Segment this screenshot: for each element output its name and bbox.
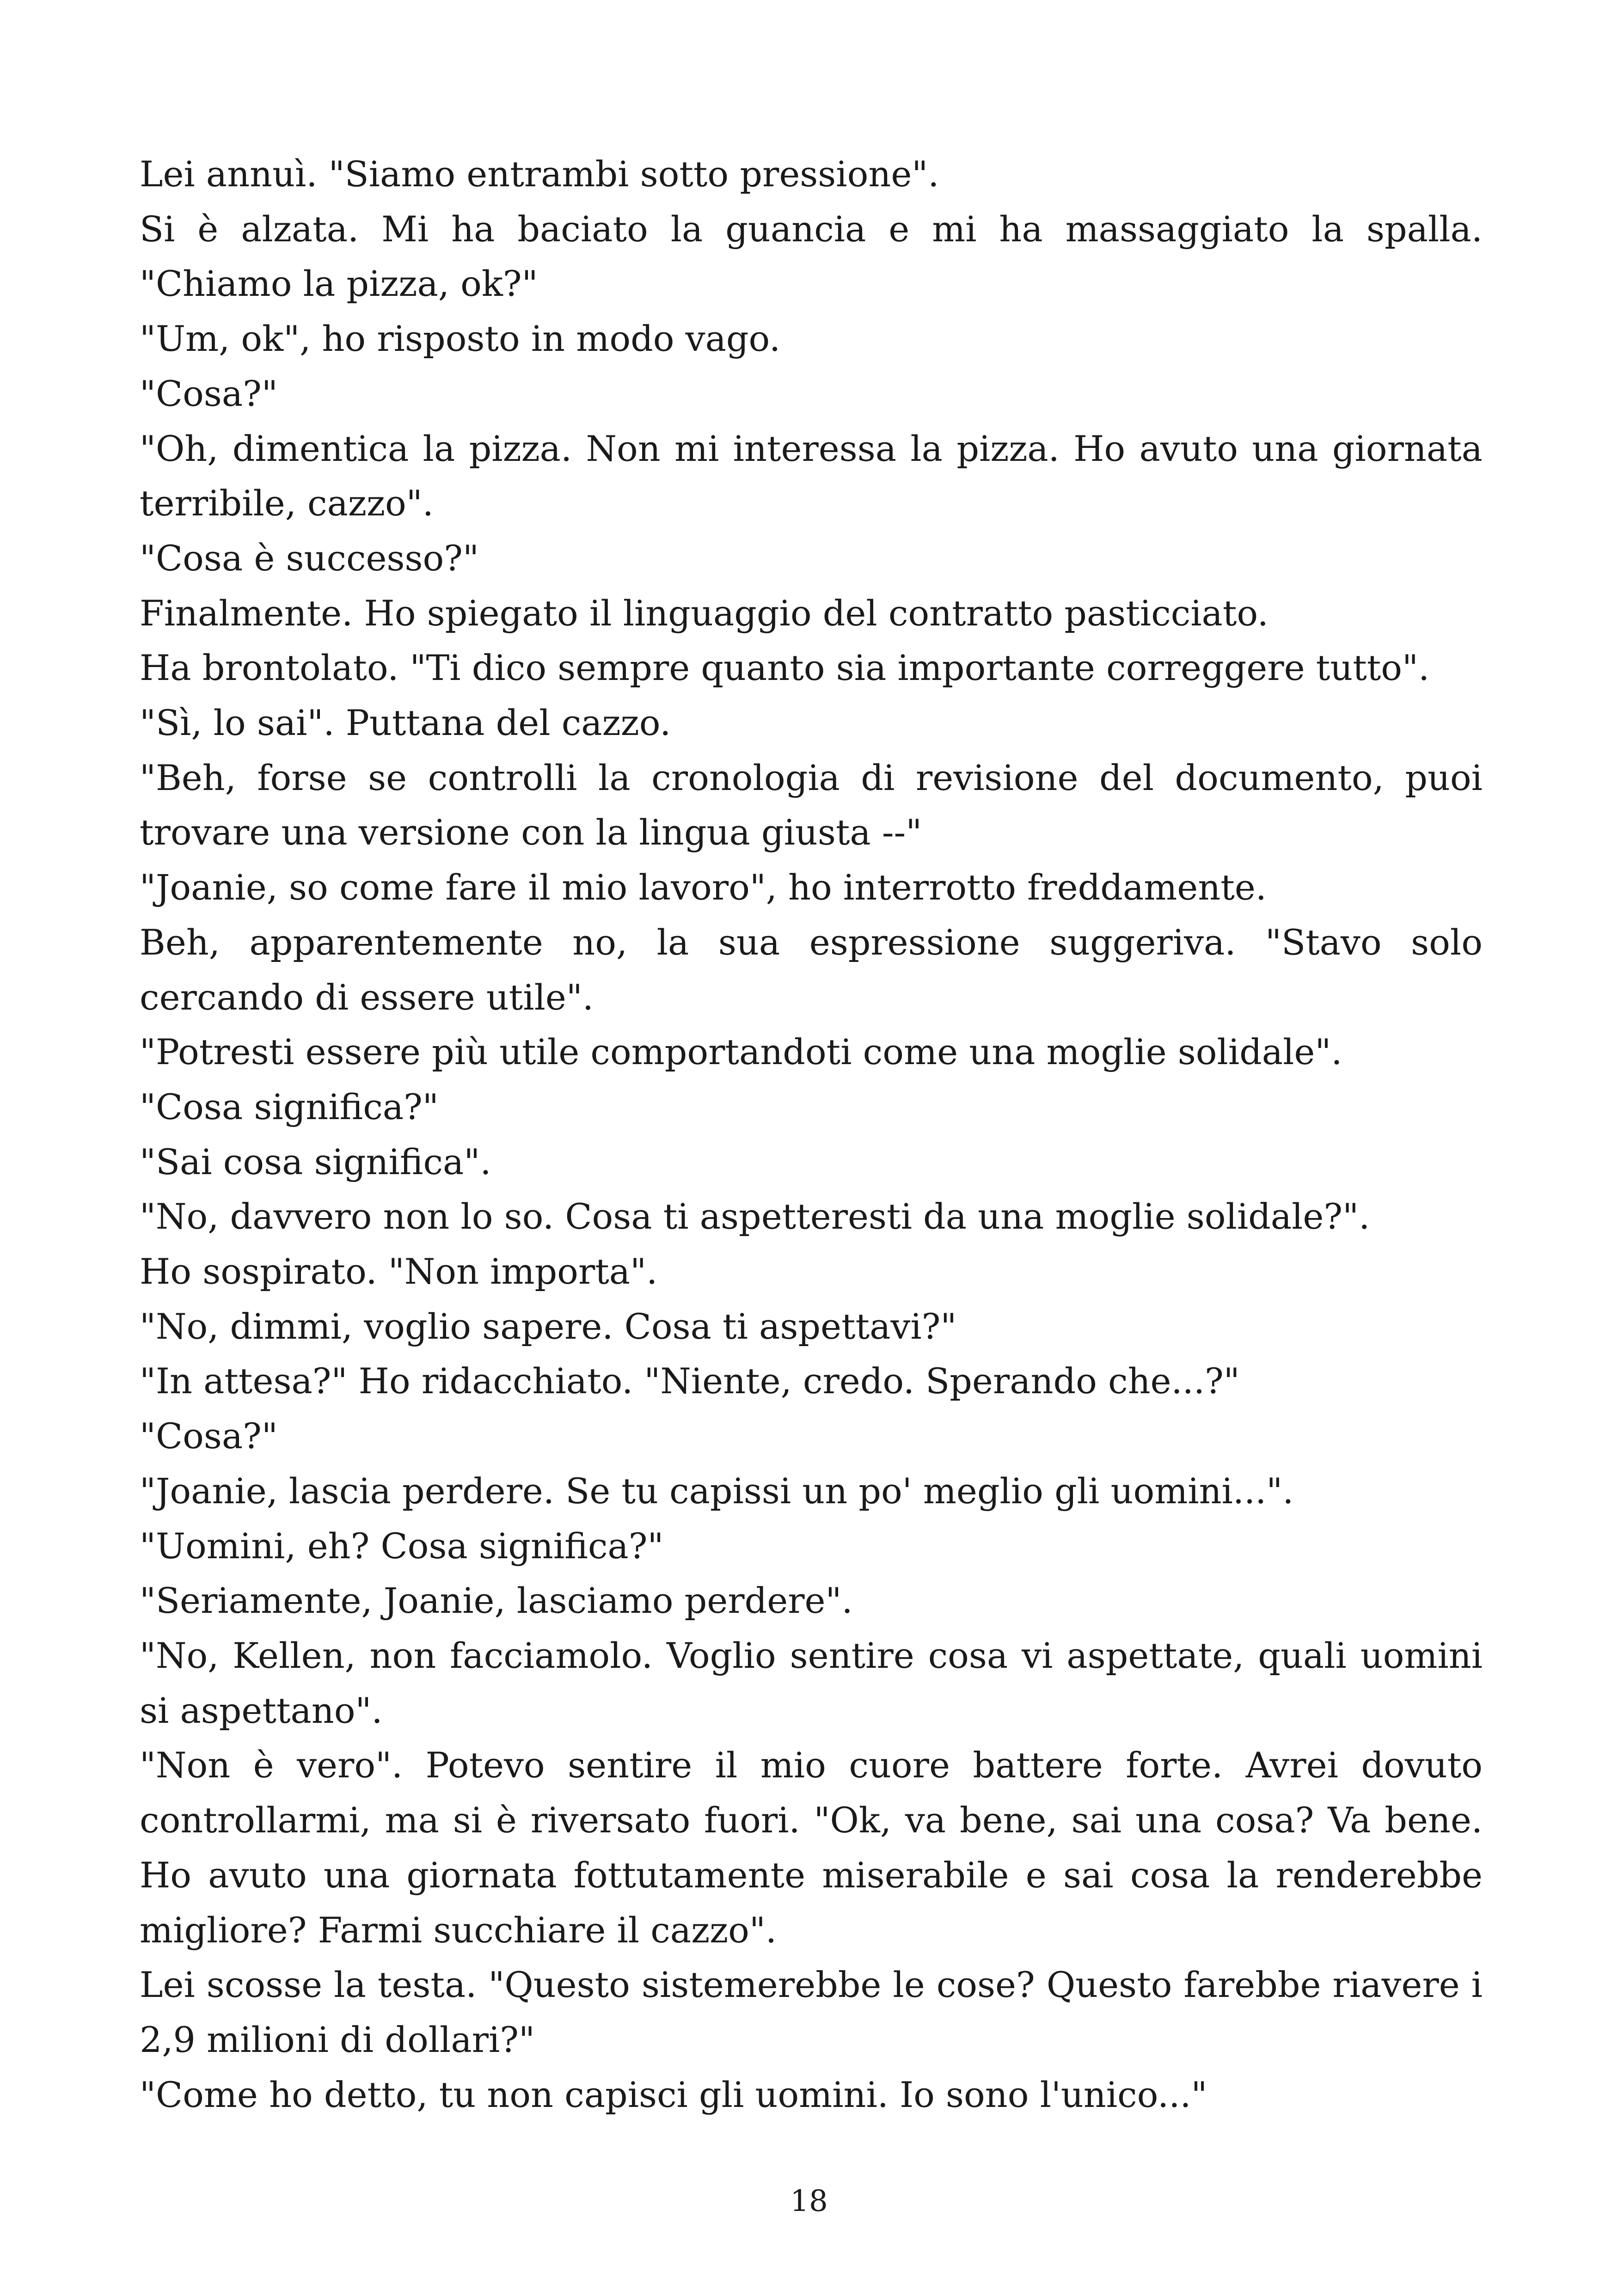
paragraph: "Cosa?" — [140, 1415, 278, 1457]
paragraph: "No, davvero non lo so. Cosa ti aspetteresti da una moglie solidale?". — [140, 1196, 1370, 1237]
paragraph: Si è alzata. Mi ha baciato la guancia e mi ha massaggiato la spalla. "Chiamo la pizza, ok?" — [140, 208, 1483, 305]
paragraph: "Beh, forse se controlli la cronologia di revisione del documento, puoi trovare una versione con la lingua giusta --" — [140, 757, 1483, 853]
body-text — [140, 147, 1483, 2122]
paragraph: "Uomini, eh? Cosa significa?" — [140, 1525, 664, 1567]
paragraph: "Seriamente, Joanie, lasciamo perdere". — [140, 1580, 853, 1622]
paragraph: "Cosa è successo?" — [140, 537, 479, 579]
paragraph: "Cosa?" — [140, 373, 278, 414]
paragraph: Ho sospirato. "Non importa". — [140, 1251, 658, 1292]
paragraph: Beh, apparentemente no, la sua espressione suggeriva. "Stavo solo cercando di essere utile". — [140, 921, 1483, 1018]
paragraph: "Come ho detto, tu non capisci gli uomini. Io sono l'unico..." — [140, 2074, 1207, 2115]
paragraph: Ha brontolato. "Ti dico sempre quanto sia importante correggere tutto". — [140, 647, 1430, 689]
paragraph: Lei annuì. "Siamo entrambi sotto pressione". — [140, 153, 939, 195]
paragraph: "Joanie, lascia perdere. Se tu capissi un po' meglio gli uomini...". — [140, 1470, 1294, 1512]
paragraph: "Oh, dimentica la pizza. Non mi interessa la pizza. Ho avuto una giornata terribile, cazzo". — [140, 428, 1483, 524]
paragraph: Finalmente. Ho spiegato il linguaggio del contratto pasticciato. — [140, 592, 1269, 634]
paragraph: Lei scosse la testa. "Questo sistemerebbe le cose? Questo farebbe riavere i 2,9 milioni di dollari?" — [140, 1964, 1483, 2060]
paragraph: "In attesa?" Ho ridacchiato. "Niente, credo. Sperando che...?" — [140, 1360, 1240, 1402]
paragraph: "Um, ok", ho risposto in modo vago. — [140, 318, 781, 360]
paragraph: "Joanie, so come fare il mio lavoro", ho interrotto freddamente. — [140, 867, 1267, 908]
paragraph: "Non è vero". Potevo sentire il mio cuore battere forte. Avrei dovuto controllarmi, ma si è riversato fuori. "Ok, va bene, sai una cosa? Va bene. Ho avuto una giornata fottutamente miserabile e sai cosa la renderebbe migliore? Farmi succhiare il cazzo". — [140, 1745, 1483, 1951]
paragraph: "Sai cosa significa". — [140, 1141, 491, 1182]
paragraph: "Potresti essere più utile comportandoti come una moglie solidale". — [140, 1031, 1342, 1073]
page-number: 18 — [790, 2184, 828, 2218]
paragraph: "No, Kellen, non facciamolo. Voglio sentire cosa vi aspettate, quali uomini si aspettano". — [140, 1635, 1483, 1731]
paragraph: "Sì, lo sai". Puttana del cazzo. — [140, 702, 671, 744]
paragraph: "No, dimmi, voglio sapere. Cosa ti aspettavi?" — [140, 1305, 957, 1347]
paragraph: "Cosa significa?" — [140, 1086, 439, 1127]
